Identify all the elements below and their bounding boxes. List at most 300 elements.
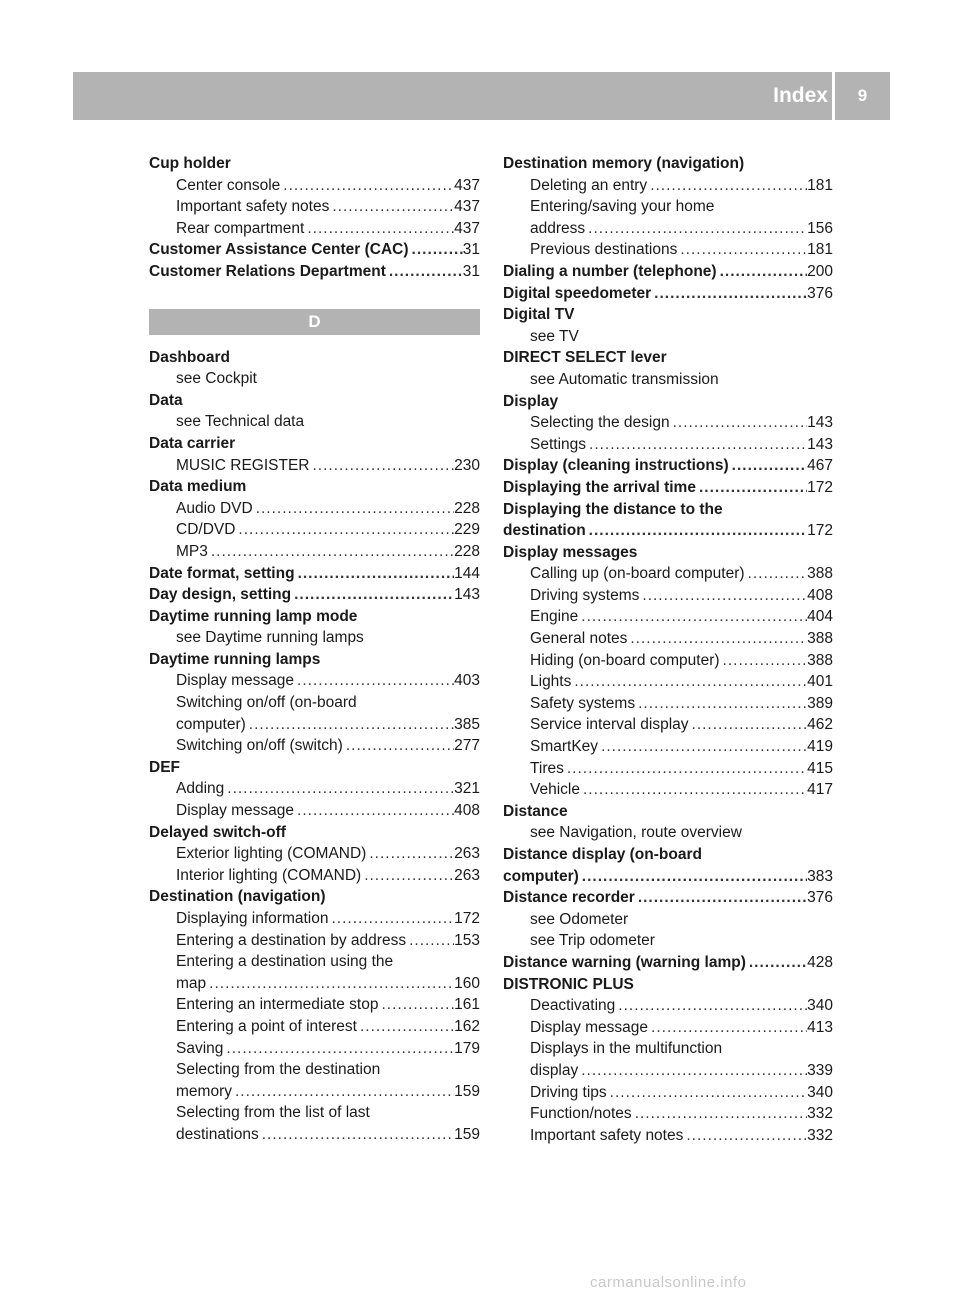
index-entry — [149, 584, 480, 606]
dot-leader — [329, 196, 454, 218]
dot-leader — [585, 218, 807, 240]
index-subentry — [149, 541, 480, 563]
index-entry — [503, 283, 833, 305]
dot-leader — [208, 541, 454, 563]
page-reference[interactable]: 161 — [454, 996, 480, 1014]
dot-leader — [696, 477, 807, 499]
index-subentry — [149, 951, 480, 973]
index-entry — [503, 347, 833, 369]
entry-label: Entering/saving your home — [530, 198, 715, 216]
index-entry — [503, 499, 833, 521]
index-subentry — [149, 800, 480, 822]
index-column-right — [503, 153, 833, 1146]
index-entry — [503, 520, 833, 542]
watermark: carmanualsonline.info — [590, 1274, 747, 1291]
page-reference[interactable]: 462 — [807, 716, 833, 734]
page-reference[interactable]: 408 — [807, 586, 833, 604]
index-subentry — [503, 563, 833, 585]
index-entry — [149, 390, 480, 412]
entry-label: Switching on/off (on-board — [176, 694, 357, 712]
dot-leader — [224, 778, 454, 800]
dot-leader — [635, 693, 807, 715]
entry-label: MUSIC REGISTER — [176, 456, 310, 474]
index-entry — [503, 844, 833, 866]
entry-label: address — [530, 219, 586, 237]
dot-leader — [683, 1125, 807, 1147]
page-reference[interactable]: 263 — [454, 866, 480, 884]
dot-leader — [598, 736, 807, 758]
entry-label: see Navigation, route overview — [530, 824, 742, 842]
dot-leader — [586, 434, 807, 456]
index-subentry — [503, 1060, 833, 1082]
index-entry — [149, 563, 480, 585]
page-reference[interactable]: 160 — [454, 974, 480, 992]
index-entry — [149, 261, 480, 283]
index-subentry — [503, 218, 833, 240]
index-subentry — [503, 1125, 833, 1147]
entry-label: Deactivating — [530, 997, 616, 1015]
dot-leader — [571, 671, 807, 693]
page-reference[interactable]: 31 — [462, 241, 480, 259]
index-subentry — [149, 908, 480, 930]
index-entry — [149, 476, 480, 498]
index-entry — [149, 153, 480, 175]
entry-label: Daytime running lamps — [149, 650, 321, 668]
index-subentry — [149, 411, 480, 433]
dot-leader — [235, 519, 454, 541]
page-reference[interactable]: 263 — [454, 845, 480, 863]
index-subentry — [503, 693, 833, 715]
index-subentry — [503, 326, 833, 348]
dot-leader — [361, 865, 454, 887]
index-subentry — [503, 995, 833, 1017]
index-entry — [149, 239, 480, 261]
page-reference[interactable]: 172 — [807, 522, 833, 540]
index-entry — [149, 433, 480, 455]
index-subentry — [149, 692, 480, 714]
entry-label: Important safety notes — [530, 1126, 684, 1144]
dot-leader — [309, 455, 454, 477]
entry-label: Lights — [530, 673, 572, 691]
entry-label: display — [530, 1061, 579, 1079]
dot-leader — [294, 800, 454, 822]
page-reference[interactable]: 143 — [807, 414, 833, 432]
index-subentry — [149, 930, 480, 952]
index-subentry — [149, 778, 480, 800]
dot-leader — [304, 218, 454, 240]
dot-leader — [406, 930, 454, 952]
index-subentry — [149, 843, 480, 865]
page-reference[interactable]: 200 — [807, 262, 833, 280]
entry-label: Safety systems — [530, 694, 636, 712]
entry-label: Driving tips — [530, 1083, 607, 1101]
index-subentry — [503, 606, 833, 628]
index-subentry — [503, 909, 833, 931]
entry-label: computer) — [176, 715, 246, 733]
page-reference[interactable]: 376 — [807, 284, 833, 302]
index-subentry — [503, 671, 833, 693]
entry-label: Distance recorder — [503, 889, 635, 907]
entry-label: see Trip odometer — [530, 932, 655, 950]
page-reference[interactable]: 162 — [454, 1017, 480, 1035]
index-subentry — [149, 175, 480, 197]
index-subentry — [503, 779, 833, 801]
entry-label: Switching on/off (switch) — [176, 737, 343, 755]
page-reference[interactable]: 437 — [454, 198, 480, 216]
dot-leader — [578, 606, 807, 628]
dot-leader — [580, 779, 807, 801]
page-reference[interactable]: 228 — [454, 499, 480, 517]
index-subentry — [503, 412, 833, 434]
dot-leader — [651, 283, 807, 305]
dot-leader — [246, 714, 454, 736]
index-subentry — [149, 1102, 480, 1124]
entry-label: Day design, setting — [149, 586, 292, 604]
index-group-d — [149, 347, 480, 1146]
entry-label: DIRECT SELECT lever — [503, 349, 667, 367]
page-reference[interactable]: 144 — [454, 564, 480, 582]
index-subentry — [149, 670, 480, 692]
page-reference[interactable]: 401 — [807, 673, 833, 691]
entry-label: Entering a destination by address — [176, 931, 407, 949]
page-reference[interactable]: 404 — [807, 608, 833, 626]
entry-label: Important safety notes — [176, 198, 330, 216]
index-subentry — [149, 994, 480, 1016]
entry-label: Saving — [176, 1039, 224, 1057]
page-reference[interactable]: 159 — [454, 1125, 480, 1143]
index-entry — [503, 542, 833, 564]
entry-label: Deleting an entry — [530, 176, 648, 194]
entry-label: see Odometer — [530, 910, 629, 928]
entry-label: Audio DVD — [176, 499, 253, 517]
dot-leader — [366, 843, 454, 865]
index-subentry — [503, 930, 833, 952]
dot-leader — [564, 758, 807, 780]
index-subentry — [149, 1081, 480, 1103]
dot-leader — [635, 887, 807, 909]
page-reference[interactable]: 229 — [454, 521, 480, 539]
entry-label: Display messages — [503, 543, 638, 561]
entry-label: Driving systems — [530, 586, 640, 604]
entry-label: see Technical data — [176, 413, 305, 431]
dot-leader — [409, 239, 463, 261]
dot-leader — [223, 1038, 454, 1060]
entry-label: Center console — [176, 176, 281, 194]
index-entry — [503, 455, 833, 477]
page-reference[interactable]: 179 — [454, 1039, 480, 1057]
page-reference[interactable]: 408 — [454, 802, 480, 820]
index-subentry — [503, 175, 833, 197]
dot-leader — [689, 714, 808, 736]
index-subentry — [503, 628, 833, 650]
entry-label: destinations — [176, 1125, 259, 1143]
entry-label: Customer Relations Department — [149, 262, 386, 280]
page-reference[interactable]: 388 — [807, 651, 833, 669]
entry-label: Settings — [530, 435, 587, 453]
index-subentry — [503, 1103, 833, 1125]
index-subentry — [149, 368, 480, 390]
index-entry — [149, 822, 480, 844]
entry-label: Displaying information — [176, 910, 329, 927]
index-entry — [503, 153, 833, 175]
index-entry — [149, 347, 480, 369]
index-subentry — [503, 714, 833, 736]
index-entry — [503, 974, 833, 996]
entry-label: Rear compartment — [176, 219, 305, 237]
page-reference[interactable]: 181 — [807, 241, 833, 259]
page-reference[interactable]: 340 — [807, 1083, 833, 1101]
page-reference[interactable]: 172 — [807, 478, 833, 496]
section-letter-d: D — [149, 309, 480, 335]
entry-label: Date format, setting — [149, 564, 295, 582]
dot-leader — [329, 908, 455, 930]
entry-label: Display — [503, 392, 559, 410]
index-subentry — [149, 973, 480, 995]
index-subentry — [503, 1038, 833, 1060]
dot-leader — [639, 585, 807, 607]
index-entry — [149, 649, 480, 671]
page-reference[interactable]: 228 — [454, 542, 480, 560]
dot-leader — [627, 628, 807, 650]
entry-label: Data medium — [149, 478, 247, 496]
page-reference[interactable]: 419 — [807, 738, 833, 756]
index-subentry — [149, 1059, 480, 1081]
page-reference[interactable]: 428 — [807, 953, 833, 971]
page-reference[interactable]: 230 — [454, 456, 480, 474]
page-reference[interactable]: 437 — [454, 176, 480, 194]
index-subentry — [149, 455, 480, 477]
page-reference[interactable]: 31 — [462, 262, 480, 280]
entry-label: Selecting the design — [530, 414, 670, 432]
index-subentry — [149, 519, 480, 541]
index-subentry — [149, 735, 480, 757]
entry-label: see TV — [530, 327, 579, 345]
dot-leader — [259, 1124, 454, 1146]
page-reference[interactable]: 403 — [454, 672, 480, 690]
page-reference[interactable]: 467 — [807, 457, 833, 475]
entry-label: SmartKey — [530, 738, 599, 756]
entry-label: Customer Assistance Center (CAC) — [149, 241, 409, 259]
dot-leader — [615, 995, 807, 1017]
dot-leader — [729, 455, 807, 477]
index-subentry — [503, 650, 833, 672]
index-subentry — [503, 434, 833, 456]
dot-leader — [648, 1017, 807, 1039]
entry-label: Data carrier — [149, 434, 236, 452]
dot-leader — [670, 412, 808, 434]
entry-label: see Automatic transmission — [530, 370, 719, 388]
index-group-c — [149, 153, 480, 283]
entry-label: Function/notes — [530, 1105, 632, 1123]
dot-leader — [745, 563, 808, 585]
page-reference[interactable]: 321 — [454, 780, 480, 798]
dot-leader — [206, 973, 454, 995]
entry-label: Entering a destination using the — [176, 953, 394, 971]
entry-label: Dashboard — [149, 348, 230, 366]
index-entry — [503, 261, 833, 283]
index-entry — [503, 952, 833, 974]
index-entry — [149, 886, 480, 908]
dot-leader — [579, 866, 807, 888]
index-subentry — [149, 1038, 480, 1060]
entry-label: Tires — [530, 759, 564, 777]
page-reference[interactable]: 153 — [454, 931, 480, 949]
dot-leader — [343, 735, 454, 757]
index-subentry — [503, 196, 833, 218]
dot-leader — [291, 584, 454, 606]
dot-leader — [357, 1016, 454, 1038]
index-subentry — [149, 865, 480, 887]
index-entry — [149, 757, 480, 779]
entry-label: Display (cleaning instructions) — [503, 457, 729, 475]
entry-label: Hiding (on-board computer) — [530, 651, 720, 669]
dot-leader — [578, 1060, 807, 1082]
entry-label: Previous destinations — [530, 241, 678, 259]
entry-label: see Daytime running lamps — [176, 629, 364, 647]
dot-leader — [632, 1103, 807, 1125]
index-entry — [503, 866, 833, 888]
index-subentry — [503, 585, 833, 607]
page-reference[interactable]: 332 — [807, 1126, 833, 1144]
entry-label: Engine — [530, 608, 579, 626]
entry-label: Entering an intermediate stop — [176, 996, 379, 1014]
page-reference[interactable]: 143 — [454, 586, 480, 604]
page-reference[interactable]: 181 — [807, 176, 833, 194]
page-reference[interactable]: 376 — [807, 889, 833, 907]
entry-label: Dialing a number (telephone) — [503, 262, 717, 280]
index-subentry — [503, 1017, 833, 1039]
index-subentry — [149, 498, 480, 520]
page-reference[interactable]: 388 — [807, 630, 833, 648]
entry-label: Distance display (on-board — [503, 846, 702, 863]
page-reference[interactable]: 413 — [807, 1018, 833, 1036]
section-gap — [149, 283, 480, 309]
index-subentry — [503, 758, 833, 780]
index-subentry — [149, 218, 480, 240]
entry-label: Entering a point of interest — [176, 1017, 357, 1035]
index-subentry — [149, 714, 480, 736]
header-title: Index — [773, 84, 828, 107]
page-reference[interactable]: 172 — [454, 910, 480, 927]
page-reference[interactable]: 385 — [454, 715, 480, 733]
dot-leader — [253, 498, 454, 520]
page-reference[interactable]: 437 — [454, 219, 480, 237]
page-reference[interactable]: 156 — [807, 219, 833, 237]
index-entry — [503, 801, 833, 823]
page-reference[interactable]: 415 — [807, 759, 833, 777]
index-entry — [503, 477, 833, 499]
entry-label: Data — [149, 391, 183, 409]
page-reference[interactable]: 277 — [454, 737, 480, 755]
dot-leader — [746, 952, 807, 974]
entry-label: Selecting from the list of last — [176, 1104, 370, 1122]
index-group-d-continued — [503, 153, 833, 1146]
index-subentry — [503, 736, 833, 758]
entry-label: DISTRONIC PLUS — [503, 975, 634, 993]
entry-label: Exterior lighting (COMAND) — [176, 845, 367, 863]
index-subentry — [503, 369, 833, 391]
entry-label: Selecting from the destination — [176, 1061, 381, 1079]
index-entry — [149, 606, 480, 628]
page-reference[interactable]: 389 — [807, 694, 833, 712]
entry-label: Destination memory (navigation) — [503, 155, 745, 172]
page-number: 9 — [857, 86, 868, 105]
index-subentry — [149, 1016, 480, 1038]
entry-label: Service interval display — [530, 716, 689, 734]
dot-leader — [717, 261, 808, 283]
entry-label: Display message — [530, 1018, 649, 1036]
page-reference[interactable]: 388 — [807, 565, 833, 583]
entry-label: Interior lighting (COMAND) — [176, 866, 362, 884]
dot-leader — [647, 175, 807, 197]
dot-leader — [677, 239, 807, 261]
page-reference[interactable]: 417 — [807, 781, 833, 799]
index-subentry — [149, 1124, 480, 1146]
page-reference[interactable]: 383 — [807, 867, 833, 885]
dot-leader — [232, 1081, 454, 1103]
entry-label: Display message — [176, 672, 295, 690]
entry-label: MP3 — [176, 542, 208, 560]
entry-label: Cup holder — [149, 155, 231, 172]
entry-label: Displaying the distance to the — [503, 500, 723, 518]
page-reference[interactable]: 143 — [807, 435, 833, 453]
page-reference[interactable]: 159 — [454, 1082, 480, 1100]
entry-label: Digital TV — [503, 306, 575, 324]
page-reference[interactable]: 340 — [807, 997, 833, 1015]
entry-label: see Cockpit — [176, 370, 257, 388]
dot-leader — [720, 650, 808, 672]
dot-leader — [295, 563, 455, 585]
entry-label: Distance warning (warning lamp) — [503, 953, 746, 971]
dot-leader — [386, 261, 463, 283]
entry-label: memory — [176, 1082, 232, 1100]
entry-label: Calling up (on-board computer) — [530, 565, 745, 583]
index-entry — [503, 304, 833, 326]
entry-label: DEF — [149, 758, 180, 776]
index-subentry — [503, 239, 833, 261]
dot-leader — [280, 175, 454, 197]
entry-label: Display message — [176, 802, 295, 820]
index-subentry — [149, 196, 480, 218]
entry-label: Adding — [176, 780, 225, 798]
entry-label: Vehicle — [530, 781, 580, 799]
dot-leader — [378, 994, 454, 1016]
entry-label: Displays in the multifunction — [530, 1040, 723, 1058]
index-subentry — [149, 627, 480, 649]
entry-label: General notes — [530, 630, 628, 648]
entry-label: Destination (navigation) — [149, 888, 326, 906]
index-entry — [503, 391, 833, 413]
dot-leader — [607, 1082, 807, 1104]
page-reference[interactable]: 332 — [807, 1105, 833, 1123]
entry-label: Daytime running lamp mode — [149, 607, 358, 625]
index-entry — [503, 887, 833, 909]
entry-label: Digital speedometer — [503, 284, 652, 302]
entry-label: computer) — [503, 867, 579, 885]
dot-leader — [586, 520, 807, 542]
index-subentry — [503, 822, 833, 844]
index-column-left — [149, 153, 480, 1146]
entry-label: Distance — [503, 802, 568, 820]
entry-label: destination — [503, 522, 586, 540]
entry-label: map — [176, 974, 207, 992]
dot-leader — [294, 670, 454, 692]
entry-label: Displaying the arrival time — [503, 478, 696, 496]
page-reference[interactable]: 339 — [807, 1061, 833, 1079]
entry-label: CD/DVD — [176, 521, 236, 539]
entry-label: Delayed switch-off — [149, 823, 286, 841]
index-subentry — [503, 1082, 833, 1104]
